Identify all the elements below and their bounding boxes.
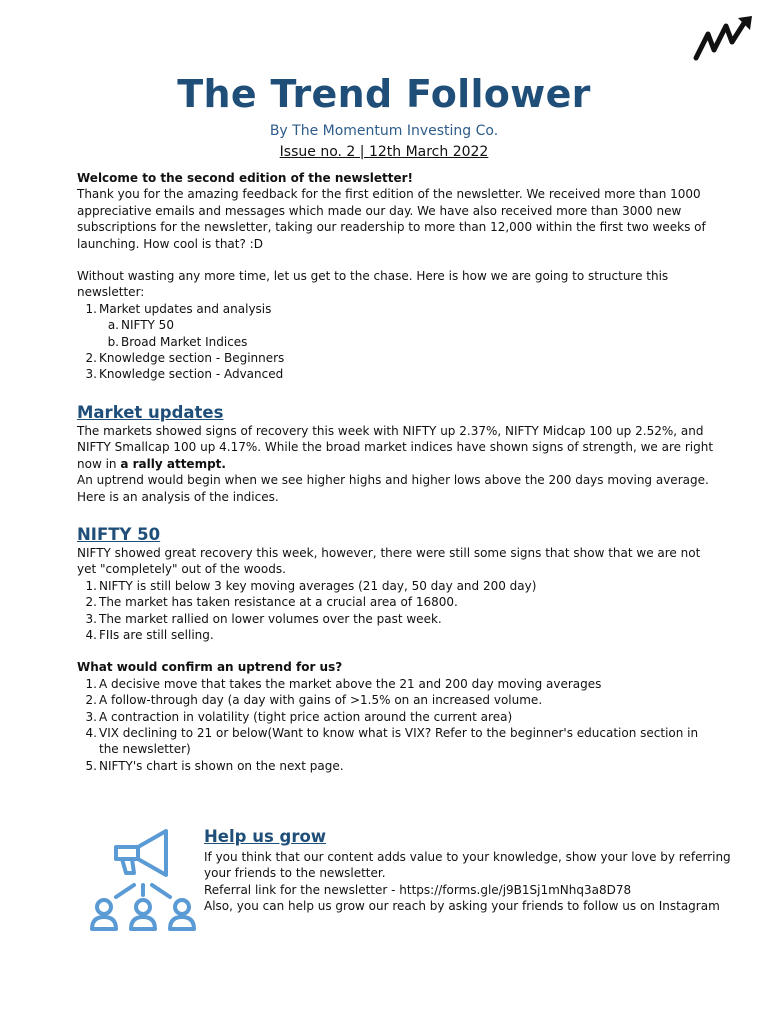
list-item: 2. A follow-through day (a day with gains of >1.5% on an increased volume. xyxy=(85,693,543,708)
help-us-grow-section xyxy=(204,825,744,915)
megaphone-network-icon xyxy=(86,825,200,937)
grow-paragraph: If you think that our content adds value to your knowledge, show your love by referring your friends to the newsletter. xyxy=(204,850,731,881)
structure-paragraph: Without wasting any more time, let us get to the chase. Here is how we are going to structure this newsletter: xyxy=(77,269,669,300)
list-item: 4. FIIs are still selling. xyxy=(85,627,214,642)
confirm-points xyxy=(77,676,717,774)
list-item: 2. Knowledge section - Beginners xyxy=(85,351,285,366)
list-item: 1. NIFTY is still below 3 key moving averages (21 day, 50 day and 200 day) xyxy=(85,578,537,593)
uptrend-paragraph: An uptrend would begin when we see higher highs and higher lows above the 200 days moving average. Here is an analysis of the indices. xyxy=(77,473,709,504)
issue-line xyxy=(0,144,768,160)
list-item: 1. Market updates and analysis xyxy=(85,301,272,316)
toc-sublist xyxy=(99,317,717,350)
list-item: b. Broad Market Indices xyxy=(107,334,248,349)
toc-list xyxy=(77,301,717,383)
instagram-line: Also, you can help us grow our reach by asking your friends to follow us on Instagram xyxy=(204,899,720,914)
help-us-grow-heading: Help us grow xyxy=(204,827,327,846)
list-item: 5. NIFTY's chart is shown on the next page. xyxy=(85,758,344,773)
list-item: 3. A contraction in volatility (tight price action around the current area) xyxy=(85,709,513,724)
newsletter-title: The Trend Follower xyxy=(177,72,591,116)
nifty-paragraph: NIFTY showed great recovery this week, however, there were still some signs that show that we are not yet "completely" out of the woods. xyxy=(77,545,701,577)
list-item xyxy=(77,317,717,350)
market-paragraph: The markets showed signs of recovery this week with NIFTY up 2.37%, NIFTY Midcap 100 up 2.52%, and NIFTY Smallcap 100 up 4.17%. While the broad market indices have shown signs of strength, we are right now in a rally attempt. xyxy=(77,423,714,471)
list-item: 3. Knowledge section - Advanced xyxy=(85,367,284,382)
market-updates-heading: Market updates xyxy=(77,402,224,422)
list-item: 1. A decisive move that takes the market above the 21 and 200 day moving averages xyxy=(85,676,602,691)
list-item: a. NIFTY 50 xyxy=(107,318,174,333)
byline: By The Momentum Investing Co. xyxy=(269,123,499,139)
issue-text: Issue no. 2 | 12th March 2022 xyxy=(279,144,489,160)
nifty-points xyxy=(77,578,717,644)
welcome-line: Welcome to the second edition of the newsletter! xyxy=(77,171,413,185)
nifty-heading: NIFTY 50 xyxy=(77,524,161,544)
confirm-heading: What would confirm an uptrend for us? xyxy=(77,660,343,675)
list-item: 4. VIX declining to 21 or below(Want to know what is VIX? Refer to the beginner's education section in the newsletter) xyxy=(85,725,699,757)
trend-logo-icon xyxy=(690,12,760,64)
referral-link-line[interactable]: Referral link for the newsletter - https://forms.gle/j9B1Sj1mNhq3a8D78 xyxy=(204,882,632,897)
list-item: 3. The market rallied on lower volumes over the past week. xyxy=(85,611,442,626)
list-item: 2. The market has taken resistance at a crucial area of 16800. xyxy=(85,595,458,610)
newsletter-body xyxy=(77,170,717,774)
thanks-paragraph: Thank you for the amazing feedback for the first edition of the newsletter. We received more than 1000 appreciative emails and messages which made our day. We have also received more than 3000 new subscriptions for the newsletter, taking our readership to more than 12,000 within the first two weeks of launching. How cool is that? :D xyxy=(77,187,706,251)
